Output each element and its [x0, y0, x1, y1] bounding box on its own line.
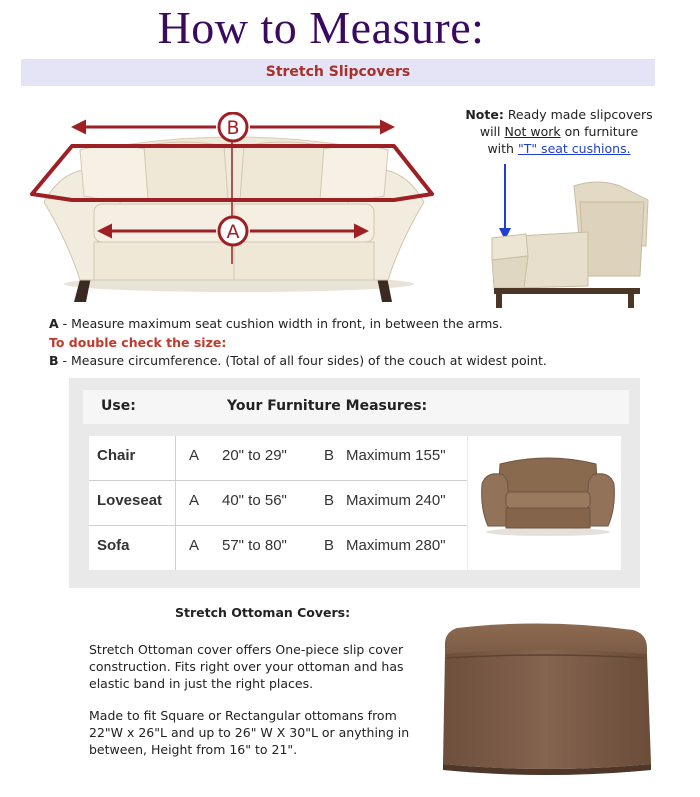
row-a-range: 40" to 56"	[222, 492, 287, 509]
row-name: Chair	[97, 447, 136, 464]
ottoman-sizes: Made to fit Square or Rectangular ottomans from 22"W x 26"L and up to 26" W X 30"L or anything in between, Height from 16" to 21".	[89, 708, 410, 757]
ottoman-cover-image	[433, 614, 659, 782]
header-use: Use:	[101, 398, 136, 414]
row-b-value: Maximum 155"	[346, 447, 446, 464]
ottoman-title: Stretch Ottoman Covers:	[175, 605, 351, 620]
t-seat-cushions-link[interactable]: "T" seat cushions.	[517, 141, 631, 156]
page-title: How to Measure:	[157, 2, 485, 53]
instruction-a-text: - Measure maximum seat cushion width in front, in between the arms.	[58, 316, 503, 331]
note-line2-suffix: on furniture	[564, 124, 639, 139]
row-a-label: A	[189, 492, 200, 509]
row-b-value: Maximum 240"	[346, 492, 446, 509]
table-row-loveseat	[89, 481, 467, 526]
note-box	[449, 106, 669, 157]
size-table	[89, 436, 467, 570]
row-b-value: Maximum 280"	[346, 537, 446, 554]
subtitle-bar: Stretch Slipcovers	[21, 59, 655, 86]
row-a-label: A	[189, 447, 200, 464]
instruction-b	[49, 352, 547, 369]
double-check-heading: To double check the size:	[49, 335, 227, 350]
instruction-b-text: - Measure circumference. (Total of all four sides) of the couch at widest point.	[58, 353, 547, 368]
row-a-range: 57" to 80"	[222, 537, 287, 554]
header-measures: Your Furniture Measures:	[227, 398, 428, 414]
row-name: Loveseat	[97, 492, 163, 509]
brown-loveseat-image	[478, 448, 618, 538]
note-not-work: Not work	[504, 124, 561, 139]
instruction-b-key: B	[49, 353, 59, 368]
ottoman-description: Stretch Ottoman cover offers One-piece slip cover construction. Fits right over your ottoman and has elastic band in just the right places.	[89, 642, 404, 691]
row-b-label: B	[324, 492, 335, 509]
row-a-range: 20" to 29"	[222, 447, 287, 464]
row-a-label: A	[189, 537, 200, 554]
row-name: Sofa	[97, 537, 130, 554]
instruction-a	[49, 315, 503, 332]
table-row-chair	[89, 436, 467, 481]
measure-b-label: B	[226, 117, 240, 139]
note-line3-prefix: with	[487, 141, 514, 156]
t-cushion-chair-image	[488, 176, 658, 314]
row-b-label: B	[324, 537, 335, 554]
measure-a-label: A	[226, 221, 240, 243]
note-line2-prefix: will	[479, 124, 501, 139]
table-row-sofa	[89, 526, 467, 570]
note-label: Note:	[465, 107, 504, 122]
note-line1: Ready made slipcovers	[507, 107, 653, 122]
sofa-measure-diagram	[24, 112, 444, 308]
instruction-a-key: A	[49, 316, 59, 331]
row-b-label: B	[324, 447, 335, 464]
